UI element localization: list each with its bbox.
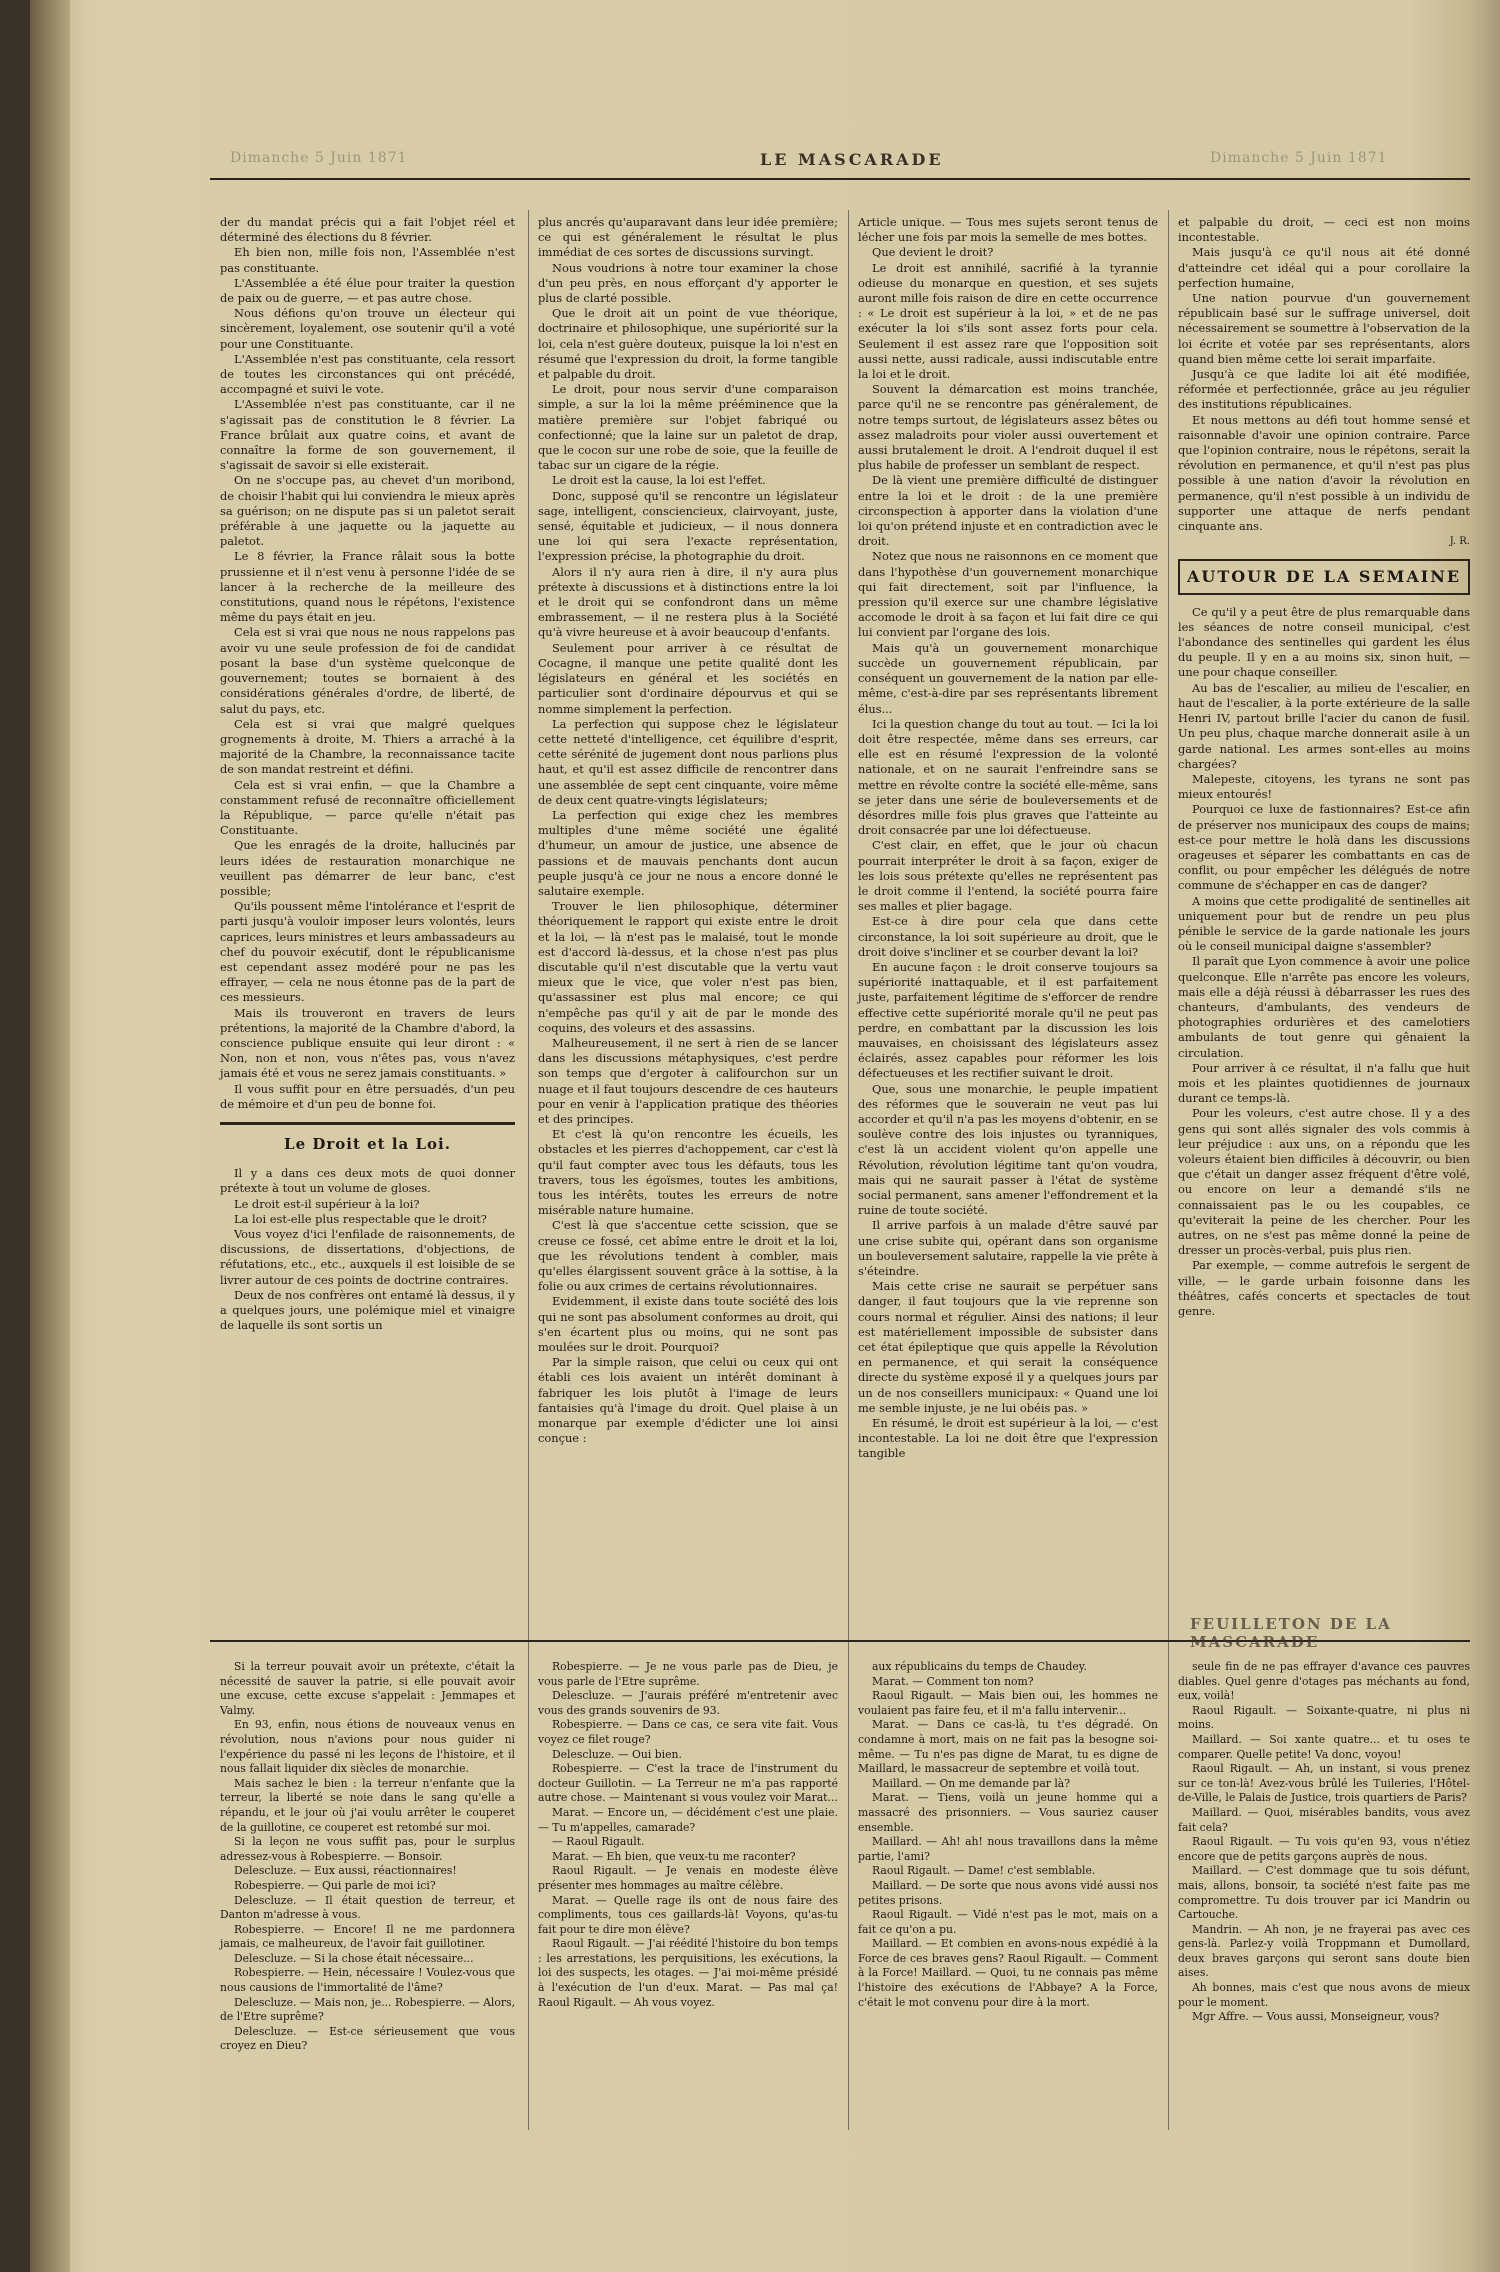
- dialogue-line: Maillard. — Et combien en avons-nous expédié à la Force de ces braves gens? Raoul Rigault. — Comment à la Force! Maillard. — Quoi, tu ne connais pas même l'histoire des exécutions de l'Abbaye? A la Force, c'était le mot convenu pour dire à la mort.: [858, 1937, 1158, 2009]
- dialogue-line: Raoul Rigault. — Ah, un instant, si vous prenez sur ce ton-là! Avez-vous brûlé les Tuileries, l'Hôtel-de-Ville, le Palais de Justice, trois quartiers de Paris?: [1178, 1762, 1470, 1805]
- dialogue-line: Marat. — Eh bien, que veux-tu me raconter?: [552, 1849, 796, 1863]
- paragraph: Le 8 février, la France râlait sous la botte prussienne et il n'est venu à personne l'idée de se lancer à la recherche de la meilleure des constitutions, quand nous le répétons, l'existence même du pays était en jeu.: [220, 549, 515, 625]
- dialogue-line: Ah bonnes, mais c'est que nous avons de mieux pour le moment.: [1178, 1981, 1470, 2009]
- feuilleton-column-2: [538, 1660, 838, 2010]
- paragraph: Il paraît que Lyon commence à avoir une police quelconque. Elle n'arrête pas encore les voleurs, mais elle a déjà réussi à débarrasser les rues des chanteurs, d'ambulants, des vendeurs de photographies ordurières et des camelotiers ambulants de tout genre qui gênaient la circulation.: [1178, 954, 1470, 1060]
- column-divider: [848, 210, 849, 2130]
- paragraph: Cela est si vrai enfin, — que la Chambre a constamment refusé de reconnaître officiellement la République, — parce qu'elle n'était pas Constituante.: [220, 777, 515, 838]
- signature: J. R.: [1449, 536, 1470, 548]
- paragraph: Donc, supposé qu'il se rencontre un législateur sage, intelligent, consciencieux, clairvoyant, juste, sensé, équitable et judicieux, — il nous donnera une loi qui sera l'exacte représentation, l'expression précise, la photographie du droit.: [538, 488, 838, 564]
- paragraph: Cela est si vrai que malgré quelques grognements à droite, M. Thiers a arraché à la majorité de la Chambre, la reconnaissance tacite de son mandat restreint et défini.: [220, 716, 515, 777]
- paragraph: Par exemple, — comme autrefois le sergent de ville, — le garde urbain foisonne dans les théâtres, cafés concerts et spectacles de tout genre.: [1178, 1258, 1470, 1319]
- paragraph: C'est clair, en effet, que le jour où chacun pourrait interpréter le droit à sa façon, exiger de les lois sous prétexte qu'elles ne représentent pas le droit comme il l'entend, la société pourra faire ses malles et plier bagage.: [858, 838, 1158, 914]
- paragraph: Mais cette crise ne saurait se perpétuer sans danger, il faut toujours que la vie reprenne son cours normal et régulier. Ainsi des nations; il leur est matériellement impossible de subsister dans cet état épileptique que quis appelle la Révolution en permanence, et qui serait la conséquence directe du système exposé il y a quelques jours par un de nos conseillers municipaux: « Quand une loi me semble injuste, je ne lui obéis pas. »: [858, 1279, 1158, 1415]
- dialogue-line: Robespierre. — Encore! Il ne me pardonnera jamais, ce malheureux, de l'avoir fait guillotiner.: [220, 1922, 515, 1951]
- paragraph: Vous voyez d'ici l'enfilade de raisonnements, de discussions, de dissertations, d'objections, de réfutations, etc., etc., auxquels il est loisible de se livrer autour de ces points de doctrine contraires.: [220, 1227, 515, 1287]
- paragraph: Mais ils trouveront en travers de leurs prétentions, la majorité de la Chambre d'abord, la conscience publique ensuite qui leur diront : « Non, non et non, vous n'êtes pas, vous n'avez jamais été et vous ne serez jamais constituants. »: [220, 1005, 515, 1081]
- paragraph: Malheureusement, il ne sert à rien de se lancer dans les discussions métaphysiques, c'est perdre son temps que d'ergoter à califourchon sur un nuage et il faut toujours descendre de ces hauteurs pour en venir à l'application pratique des théories et des principes.: [538, 1035, 838, 1126]
- dialogue-line: Mgr Affre. — Vous aussi, Monseigneur, vous?: [1192, 2010, 1440, 2024]
- dialogue-line: Maillard. — De sorte que nous avons vidé aussi nos petites prisons.: [858, 1878, 1158, 1907]
- section-title: AUTOUR DE LA SEMAINE: [1178, 559, 1470, 594]
- paragraph: Au bas de l'escalier, au milieu de l'escalier, en haut de l'escalier, à la porte extérieure de la salle Henri IV, partout brille l'acier du canon de fusil. Un peu plus, chaque marche donnerait asile à un garde national. Les armes sont-elles au moins chargées?: [1178, 680, 1470, 771]
- dialogue-line: Delescluze. — Mais non, je... Robespierre. — Alors, de l'Etre suprême?: [220, 1995, 515, 2024]
- dialogue-line: Robespierre. — Je ne vous parle pas de Dieu, je vous parle de l'Etre suprême.: [538, 1660, 838, 1688]
- paragraph: L'Assemblée a été élue pour traiter la question de paix ou de guerre, — et pas autre chose.: [220, 275, 515, 306]
- paragraph: Malepeste, citoyens, les tyrans ne sont pas mieux entourés!: [1178, 771, 1470, 802]
- paragraph: Souvent la démarcation est moins tranchée, parce qu'il ne se rencontre pas généralement, de notre temps surtout, de législateurs assez bêtes ou assez maladroits pour violer aussi ouvertement et aussi brutalement le droit. A l'endroit duquel il est plus habile de professer un semblant de respect.: [858, 382, 1158, 473]
- dialogue-line: Maillard. — Quoi, misérables bandits, vous avez fait cela?: [1178, 1805, 1470, 1834]
- paragraph: Seulement pour arriver à ce résultat de Cocagne, il manque une petite qualité dont les législateurs en général et les sociétés en particulier sont d'ordinaire dépourvus et qui se nomme simplement la perfection.: [538, 640, 838, 716]
- dialogue-line: Delescluze. — Si la chose était nécessaire...: [234, 1951, 474, 1965]
- feuilleton-column-4: [1178, 1660, 1470, 2025]
- paragraph: Est-ce à dire pour cela que dans cette circonstance, la loi soit supérieure au droit, que le droit doive s'incliner et se courber devant la loi?: [858, 914, 1158, 959]
- paragraph: Le droit est annihilé, sacrifié à la tyrannie odieuse du monarque en question, et ses sujets auront mille fois raison de dire en cette occurrence : « Le droit est supérieur à la loi, » et de ne pas exécuter la loi s'ils sont assez forts pour cela. Seulement il est assez rare que l'opposition soit aussi nette, aussi radicale, aussi indiscutable entre la loi et le droit.: [858, 260, 1158, 382]
- dialogue-line: Raoul Rigault. — Tu vois qu'en 93, vous n'étiez encore que de petits garçons auprès de nous.: [1178, 1835, 1470, 1863]
- dialogue-line: Maillard. — Ah! ah! nous travaillons dans la même partie, l'ami?: [858, 1835, 1158, 1863]
- dialogue-line: Delescluze. — Il était question de terreur, et Danton m'adresse à vous.: [220, 1893, 515, 1922]
- paragraph: Ici la question change du tout au tout. — Ici la loi doit être respectée, même dans ses erreurs, car elle est en résumé l'expression de la volonté nationale, et on ne saurait l'enfreindre sans se mettre en révolte contre la société elle-même, sans se jeter dans une série de bouleversements et de désordres mille fois plus graves que l'atteinte au droit consacrée par une loi défectueuse.: [858, 716, 1158, 838]
- paragraph: Pour les voleurs, c'est autre chose. Il y a des gens qui sont allés signaler des vols commis à leur préjudice : aux uns, on a répondu que les voleurs étaient bien difficiles à découvrir, ou bien que c'était un danger assez fréquent d'être volé, ou encore on leur a demandé s'ils ne connaissaient pas le ou les coupables, ce qu'eviterait la peine de les chercher. Pour les autres, on ne s'est pas même donné la peine de dresser un procès-verbal, puis plus rien.: [1178, 1106, 1470, 1258]
- paragraph: Mais jusqu'à ce qu'il nous ait été donné d'atteindre cet idéal qui a pour corollaire la perfection humaine,: [1178, 245, 1470, 290]
- dialogue-line: seule fin de ne pas effrayer d'avance ces pauvres diables. Quel genre d'otages pas méchants au fond, eux, voilà!: [1178, 1660, 1470, 1703]
- paragraph: La loi est-elle plus respectable que le droit?: [234, 1211, 487, 1226]
- paragraph: On ne s'occupe pas, au chevet d'un moribond, de choisir l'habit qui lui conviendra le mieux après sa guérison; on ne dispute pas si un paletot serait préférable à une jaquette ou la jaquette au paletot.: [220, 473, 515, 549]
- paragraph: A moins que cette prodigalité de sentinelles ait uniquement pour but de rendre un peu plus pénible le service de la garde nationale les jours où le conseil municipal daigne s'assembler?: [1178, 893, 1470, 954]
- paragraph: Cela est si vrai que nous ne nous rappelons pas avoir vu une seule profession de foi de candidat posant la base d'un système quelconque de gouvernement; toutes se bornaient à des considérations générales d'ordre, de liberté, de salut du pays, etc.: [220, 625, 515, 716]
- paragraph: Il vous suffit pour en être persuadés, d'un peu de mémoire et d'un peu de bonne foi.: [220, 1081, 515, 1111]
- section-rule: [220, 1122, 515, 1125]
- paragraph: Ce qu'il y a peut être de plus remarquable dans les séances de notre conseil municipal, c'est l'abondance des sentinelles qui gardent les élus du peuple. Il y en a au moins six, sinon huit, — une pour chaque conseiller.: [1178, 604, 1470, 680]
- paragraph: En aucune façon : le droit conserve toujours sa supériorité inattaquable, et il est parfaitement juste, parfaitement légitime de s'efforcer de rendre effective cette supériorité morale qu'il ne peut pas perdre, en combattant par la discussion les lois mauvaises, en choisissant des législateurs assez éclairés, assez capables pour réformer les lois défectueuses et les rectifier suivant le droit.: [858, 959, 1158, 1081]
- binding-gutter: [30, 0, 70, 2272]
- feuilleton-column-1: [220, 1660, 515, 2054]
- dialogue-line: — Raoul Rigault.: [552, 1835, 645, 1849]
- dialogue-line: Robespierre. — Qui parle de moi ici?: [234, 1878, 436, 1892]
- paragraph: Deux de nos confrères ont entamé là dessus, il y a quelques jours, une polémique miel et vinaigre de laquelle ils sont sortis un: [220, 1287, 515, 1333]
- dialogue-line: Delescluze. — Oui bien.: [552, 1747, 682, 1761]
- paragraph: Par la simple raison, que celui ou ceux qui ont établi ces lois avaient un intérêt dominant à fabriquer les lois plutôt à l'image de leurs fantaisies qu'à l'image du droit. Quel plaise à un monarque par exemple d'édicter une loi ainsi conçue :: [538, 1355, 838, 1446]
- dialogue-line: Raoul Rigault. — Vidé n'est pas le mot, mais on a fait ce qu'on a pu.: [858, 1908, 1158, 1936]
- dialogue-line: Delescluze. — J'aurais préféré m'entretenir avec vous des grands souvenirs de 93.: [538, 1689, 838, 1717]
- paragraph: Que devient le droit?: [872, 245, 994, 260]
- paragraph: Que les enragés de la droite, hallucinés par leurs idées de restauration monarchique ne veuillent pas démarrer de leur banc, c'est possible;: [220, 838, 515, 898]
- paragraph: De là vient une première difficulté de distinguer entre la loi et le droit : de la une première circonspection à apporter dans la violation d'une loi qu'on prétend injuste et en contradiction avec le droit.: [858, 473, 1158, 549]
- dialogue-line: Raoul Rigault. — Mais bien oui, les hommes ne voulaient pas faire feu, et il m'a fallu intervenir...: [858, 1689, 1158, 1717]
- feuilleton-label: FEUILLETON DE LA MASCARADE: [1190, 1615, 1392, 1651]
- dialogue-line: Marat. — Encore un, — décidément c'est une plaie. — Tu m'appelles, camarade?: [538, 1805, 838, 1834]
- paragraph: Il arrive parfois à un malade d'être sauvé par une crise subite qui, opérant dans son organisme un bouleversement salutaire, rappelle la vie prête à s'éteindre.: [858, 1218, 1158, 1279]
- paragraph: L'Assemblée n'est pas constituante, car il ne s'agissait pas de constitution le 8 février. La France brûlait aux quatre coins, et avant de connaître la forme de son gouvernement, il s'agissait de savoir si elle existerait.: [220, 397, 515, 473]
- dialogue-line: Raoul Rigault. — Dame! c'est semblable.: [872, 1864, 1096, 1878]
- paragraph: Que, sous une monarchie, le peuple impatient des réformes que le souverain ne veut pas lui accorder et qu'il n'a pas les moyens d'obtenir, en se soulève contre des lois injustes ou tyranniques, c'est là un accident violent qu'on appelle une Révolution, révolution légitime tant qu'on voudra, mais qui ne saurait passer à l'état de système social permanent, sans amener l'effondrement et la ruine de toute société.: [858, 1081, 1158, 1218]
- article-title: Le Droit et la Loi.: [284, 1134, 451, 1153]
- paragraph: Alors il n'y aura rien à dire, il n'y aura plus prétexte à discussions et à distinctions entre la loi et le droit qui se confondront dans un même embrassement, — il ne restera plus à la Société qu'à vivre heureuse et à avoir beaucoup d'enfants.: [538, 564, 838, 640]
- paragraph: Et c'est là qu'on rencontre les écueils, les obstacles et les pierres d'achoppement, car c'est là qu'il faut compter avec tous les défauts, tous les travers, tous les égoïsmes, toutes les ambitions, tous les intérêts, toutes les erreurs de notre misérable nature humaine.: [538, 1127, 838, 1218]
- page-header: [210, 150, 1470, 180]
- paragraph: Mais qu'à un gouvernement monarchique succède un gouvernement républicain, par conséquent un gouvernement de la nation par elle-même, c'est-à-dire par ses représentants librement élus...: [858, 640, 1158, 716]
- header-date-left: Dimanche 5 Juin 1871: [230, 150, 408, 166]
- dialogue-line: Raoul Rigault. — Soixante-quatre, ni plus ni moins.: [1178, 1703, 1470, 1732]
- dialogue-line: Maillard. — On me demande par là?: [872, 1776, 1071, 1790]
- paragraph: Jusqu'à ce que ladite loi ait été modifiée, réformée et perfectionnée, grâce au jeu régulier des institutions républicaines.: [1178, 367, 1470, 412]
- paragraph: Qu'ils poussent même l'intolérance et l'esprit de parti jusqu'à vouloir imposer leurs volontés, leurs caprices, leurs ministres et leurs ambassadeurs au chef du pouvoir exécutif, dont le républicanisme est cependant assez modéré pour ne pas les effrayer, — cela ne nous étonne pas de la part de ces messieurs.: [220, 899, 515, 1005]
- header-title: LE MASCARADE: [760, 150, 944, 169]
- paragraph: Une nation pourvue d'un gouvernement républicain basé sur le suffrage universel, doit nécessairement se soumettre à l'observation de la loi écrite et votée par ses représentants, alors quand bien même cette loi serait imparfaite.: [1178, 291, 1470, 366]
- dialogue-line: Maillard. — Soi xante quatre... et tu oses te comparer. Quelle petite! Va donc, voyou!: [1178, 1732, 1470, 1761]
- dialogue-line: Marat. — Dans ce cas-là, tu t'es dégradé. On condamne à mort, mais on ne fait pas la besogne soi-même. — Tu n'es pas digne de Marat, tu es digne de Maillard, le massacreur de septembre et voilà tout.: [858, 1718, 1158, 1776]
- paragraph: Nous voudrions à notre tour examiner la chose d'un peu près, en nous efforçant d'y apporter le plus de clarté possible.: [538, 260, 838, 306]
- paragraph: der du mandat précis qui a fait l'objet réel et déterminé des élections du 8 février.: [220, 215, 515, 245]
- column-divider: [1168, 210, 1169, 2130]
- dialogue-line: Raoul Rigault. — J'ai réédité l'histoire du bon temps : les arrestations, les perquisitions, les exécutions, la loi des suspects, les otages. — J'ai moi-même présidé à l'exécution de l'un d'eux. Marat. — Pas mal ça! Raoul Rigault. — Ah vous voyez.: [538, 1937, 838, 2009]
- dialogue-line: Marat. — Tiens, voilà un jeune homme qui a massacré des prisonniers. — Vous sauriez causer ensemble.: [858, 1791, 1158, 1834]
- column-4: [1178, 215, 1470, 1319]
- paragraph: En résumé, le droit est supérieur à la loi, — c'est incontestable. La loi ne doit être que l'expression tangible: [858, 1416, 1158, 1461]
- dialogue-line: aux républicains du temps de Chaudey.: [872, 1660, 1087, 1673]
- dialogue-line: Robespierre. — C'est la trace de l'instrument du docteur Guillotin. — La Terreur ne m'a pas rapporté autre chose. — Maintenant si vous voulez voir Marat...: [538, 1762, 838, 1805]
- paragraph: Nous défions qu'on trouve un électeur qui sincèrement, loyalement, ose soutenir qu'il a voté pour une Constituante.: [220, 306, 515, 351]
- header-date-right: Dimanche 5 Juin 1871: [1210, 150, 1388, 166]
- paragraph: Il y a dans ces deux mots de quoi donner prétexte à tout un volume de gloses.: [220, 1166, 515, 1196]
- dialogue-line: Robespierre. — Hein, nécessaire ! Voulez-vous que nous causions de l'immortalité de l'âme?: [220, 1966, 515, 1995]
- paragraph: Et nous mettons au défi tout homme sensé et raisonnable d'avoir une opinion contraire. Parce que l'opinion contraire, nous le répétons, serait la révolution en permanence, et qu'il n'est pas plus possible à une nation d'avoir la révolution en permanence, qu'il n'est possible à un individu de supporter une attaque de nerfs pendant cinquante ans.: [1178, 412, 1470, 534]
- column-divider: [528, 210, 529, 2130]
- dialogue-line: Marat. — Comment ton nom?: [872, 1674, 1034, 1688]
- paragraph: Pourquoi ce luxe de fastionnaires? Est-ce afin de préserver nos municipaux des coups de mains; est-ce pour mettre le holà dans les discussions orageuses et séparer les combattants en cas de conflit, ou pour empêcher les délégués de notre commune de s'échapper en cas de danger?: [1178, 802, 1470, 893]
- paragraph: Pour arriver à ce résultat, il n'a fallu que huit mois et les plaintes quotidiennes de journaux durant ce temps-là.: [1178, 1060, 1470, 1106]
- dialogue-line: Marat. — Quelle rage ils ont de nous faire des compliments, tous ces gaillards-là! Voyons, qu'as-tu fait pour te dire mon élève?: [538, 1893, 838, 1936]
- dialogue-line: Mais sachez le bien : la terreur n'enfante que la terreur, la liberté se noie dans le sang qu'elle a répandu, et le jour où j'ai voulu arrêter le couperet de la guillotine, ce couperet est retombé sur moi.: [220, 1776, 515, 1834]
- paragraph: Le droit est-il supérieur à la loi?: [234, 1196, 420, 1211]
- dialogue-line: Maillard. — C'est dommage que tu sois défunt, mais, allons, bonsoir, ta société n'est faite pas me compromettre. Tu dois trouver par ici Mandrin ou Cartouche.: [1178, 1864, 1470, 1922]
- paragraph: Que le droit ait un point de vue théorique, doctrinaire et philosophique, une supériorité sur la loi, cela n'est guère douteux, puisque la loi n'est en résumé que l'expression du droit, la forme tangible et palpable du droit.: [538, 306, 838, 382]
- dialogue-line: Mandrin. — Ah non, je ne frayerai pas avec ces gens-là. Parlez-y voilà Troppmann et Dumollard, deux braves garçons qui seront sans doute bien aises.: [1178, 1922, 1470, 1980]
- paragraph: Eh bien non, mille fois non, l'Assemblée n'est pas constituante.: [220, 245, 515, 275]
- paragraph: Le droit est la cause, la loi est l'effet.: [552, 473, 766, 488]
- paragraph: Notez que nous ne raisonnons en ce moment que dans l'hypothèse d'un gouvernement monarchique qui fait directement, soit par l'influence, la pression qu'il exerce sur une chambre législative accomode le droit à sa façon et lui fait dire ce qui lui convient par l'organe des lois.: [858, 549, 1158, 640]
- dialogue-line: Si la leçon ne vous suffit pas, pour le surplus adressez-vous à Robespierre. — Bonsoir.: [220, 1835, 515, 1863]
- paragraph: Trouver le lien philosophique, déterminer théoriquement le rapport qui existe entre le droit et la loi, — là n'est pas le malaisé, tout le monde est d'accord là-dessus, et la chose n'est pas plus discutable qu'il n'est discutable que la vertu vaut mieux que le vice, que voler n'est pas bien, qu'assassiner est plus mal encore; ce qui n'empêche pas qu'il y ait de par le monde des coquins, des voleurs et des assassins.: [538, 899, 838, 1035]
- column-3: [858, 215, 1158, 1462]
- paragraph: Le droit, pour nous servir d'une comparaison simple, a sur la loi la même prééminence que la matière première sur l'objet fabriqué ou confectionné; que la laine sur un paletot de drap, que le cocon sur une robe de soie, que la feuille de tabac sur un cigare de la régie.: [538, 382, 838, 473]
- paragraph: C'est là que s'accentue cette scission, que se creuse ce fossé, cet abîme entre le droit et la loi, que les révolutions tendent à combler, mais qu'elles élargissent souvent grâce à la sottise, à la folie ou aux crimes de certains révolutionnaires.: [538, 1218, 838, 1294]
- dialogue-line: En 93, enfin, nous étions de nouveaux venus en révolution, nous n'avions pour nous guider ni l'expérience du passé ni les leçons de l'histoire, et il nous fallait liquider dix siècles de monarchie.: [220, 1718, 515, 1776]
- feuilleton-column-3: [858, 1660, 1158, 2010]
- dialogue-line: Delescluze. — Est-ce sérieusement que vous croyez en Dieu?: [220, 2024, 515, 2053]
- paragraph: La perfection qui exige chez les membres multiples d'une même société une égalité d'humeur, un amour de justice, une absence de passions et de mauvais penchants dont aucun peuple jusqu'à ce jour ne nous a encore donné le salutaire exemple.: [538, 807, 838, 898]
- paragraph: Article unique. — Tous mes sujets seront tenus de lécher une fois par mois la semelle de mes bottes.: [858, 215, 1158, 245]
- column-2: [538, 215, 838, 1446]
- paragraph: Evidemment, il existe dans toute société des lois qui ne sont pas absolument conformes au droit, qui s'en écartent plus ou moins, qui ne sont pas moulées sur le droit. Pourquoi?: [538, 1294, 838, 1355]
- column-1: [220, 215, 515, 1333]
- dialogue-line: Si la terreur pouvait avoir un prétexte, c'était la nécessité de sauver la patrie, si elle pouvait avoir une excuse, cette excuse s'appelait : Jemmapes et Valmy.: [220, 1660, 515, 1717]
- dialogue-line: Delescluze. — Eux aussi, réactionnaires!: [234, 1864, 457, 1878]
- dialogue-line: Raoul Rigault. — Je venais en modeste élève présenter mes hommages au maître célèbre.: [538, 1864, 838, 1892]
- paragraph: plus ancrés qu'auparavant dans leur idée première; ce qui est généralement le résultat le plus immédiat de ces sortes de discussions survingt.: [538, 215, 838, 260]
- dialogue-line: Robespierre. — Dans ce cas, ce sera vite fait. Vous voyez ce filet rouge?: [538, 1718, 838, 1746]
- paragraph: et palpable du droit, — ceci est non moins incontestable.: [1178, 215, 1470, 245]
- paragraph: L'Assemblée n'est pas constituante, cela ressort de toutes les circonstances qui ont précédé, accompagné et suivi le vote.: [220, 351, 515, 397]
- paragraph: La perfection qui suppose chez le législateur cette netteté d'intelligence, cet équilibre d'esprit, cette sérénité de jugement dont nous parlions plus haut, et qu'il est assez difficile de rencontrer dans une assemblée de sept cent cinquante, voire même de deux cent quatre-vingts législateurs;: [538, 716, 838, 807]
